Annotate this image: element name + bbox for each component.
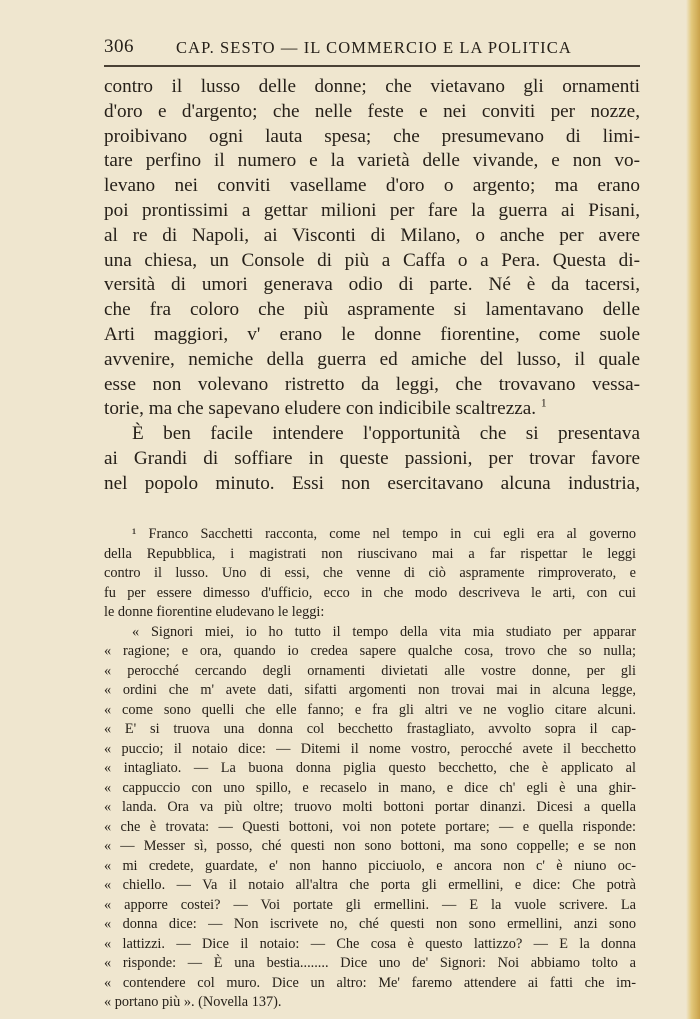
body-line: versità di umori generava odio di parte. Né è da tacersi, [104,274,640,296]
page-number: 306 [104,36,134,57]
body-line: tare perfino il numero e la varietà delle vivande, e non vo- [104,150,640,172]
footnote-line: fu per essere dimesso d'ufficio, ecco in che modo descriveva le arti, con cui [104,584,636,601]
footnote-line: le donne fiorentine eludevano le leggi: [104,604,325,620]
footnote-quote-line: « intagliato. — La buona donna piglia questo becchetto, che è applicato al [104,760,636,776]
footnote-quote-line: « portano più ». (Novella 137). [104,994,282,1010]
footnote-quote-line: « ordini che m' avete dati, sifatti argomenti non trovai mai in alcuna legge, [104,682,636,698]
footnote [104,525,636,1013]
footnote-quote-line: « apporre costei? — Voi portate gli ermellini. — E la vuole scrivere. La [104,896,636,913]
footnote-quote-line: « risponde: — È una bestia........ Dice uno de' Signori: Noi abbiamo tolto a [104,955,636,971]
footnote-quote-line: « che è trovata: — Questi bottoni, voi non potete portare; — e quella risponde: [104,818,636,835]
footnote-line: della Repubblica, i magistrati non riuscivano mai a far rispettar le leggi [104,545,636,562]
body-line: levano nei conviti vasellame d'oro o argento; ma erano [104,175,640,197]
footnote-quote-line: « chiello. — Va il notaio all'altra che porta gli ermellini, e dice: Che potrà [104,877,636,893]
footnote-line: ¹ Franco Sacchetti racconta, come nel tempo in cui egli era al governo [132,526,636,542]
footnote-quote-line: « — Messer sì, posso, ché questi non sono bottoni, ma sono coppelle; e se non [104,838,636,854]
header-rule [104,65,640,67]
footnote-reference: 1 [540,397,547,410]
footnote-quote-line: « E' si truova una donna col becchetto frastagliato, avvolto sopra il cap- [104,721,636,737]
body-line: ai Grandi di soffiare in queste passioni, per trovar favore [104,447,640,469]
body-text [104,75,640,497]
body-line: d'oro e d'argento; che nelle feste e nei conviti per nozze, [104,100,640,122]
footnote-quote-line: « perocché cercando degli ornamenti divietati alle vostre donne, per gli [104,662,636,679]
footnote-quote-line: « contendere col muro. Dice un altro: Me' faremo attendere ai fatti che im- [104,974,636,991]
footnote-line: contro il lusso. Uno di essi, che venne di ciò aspramente rimproverato, e [104,565,636,581]
body-line: esse non volevano ristretto da leggi, che trovavano vessa- [104,373,640,395]
footnote-quote-line: « lattizzi. — Dice il notaio: — Che cosa è questo lattizzo? — E la donna [104,935,636,952]
body-line: Arti maggiori, v' erano le donne fiorentine, come suole [104,323,640,345]
body-line-text: torie, ma che sapevano eludere con indicibile scaltrezza. [104,398,537,420]
body-line: poi prontissimi a gettar milioni per fare la guerra ai Pisani, [104,199,640,221]
footnote-quote-line: « Signori miei, io ho tutto il tempo della vita mia studiato per apparar [132,623,636,640]
footnote-quote-line: « cappuccio con uno spillo, e recaselo in mano, e dice ch' egli è una ghir- [104,779,636,796]
body-line-with-note [104,397,640,422]
footnote-quote-line: « landa. Ora va più oltre; truovo molti bottoni portar dinanzi. Dicesi a quella [104,799,636,815]
footnote-quote-line: « donna dice: — Non iscrivete no, ché questi non sono ermellini, anzi sono [104,916,636,932]
body-line: che fra coloro che più aspramente si lamentavano delle [104,299,640,321]
body-line: al re di Napoli, ai Visconti di Milano, o anche per avere [104,224,640,246]
body-line: una chiesa, un Console di più a Caffa o a Pera. Questa di- [104,249,640,271]
body-line: proibivano ogni lauta spesa; che presumevano di limi- [104,125,640,147]
page-header [104,36,640,60]
footnote-quote-line: « puccio; il notaio dice: — Ditemi il nome vostro, perocché avete il becchetto [104,740,636,757]
body-line: nel popolo minuto. Essi non esercitavano alcuna industria, [104,472,640,494]
running-head: CAP. SESTO — IL COMMERCIO E LA POLITICA [176,38,572,57]
footnote-quote-line: « mi credete, guardate, e' non hanno picciuolo, e ancora non c' è niuno oc- [104,857,636,874]
body-line: contro il lusso delle donne; che vietavano gli ornamenti [104,76,640,97]
footnote-quote-line: « ragione; e ora, quando io credea sapere qualche cosa, trovo che so nulla; [104,643,636,659]
body-line: avvenire, nemiche della guerra ed amiche del lusso, il quale [104,348,640,370]
book-spine-edge [686,0,700,1019]
footnote-quote-line: « come sono quelli che elle fanno; e fra gli altri ve ne voglio citare alcuni. [104,701,636,718]
body-line: È ben facile intendere l'opportunità che si presentava [132,423,640,445]
